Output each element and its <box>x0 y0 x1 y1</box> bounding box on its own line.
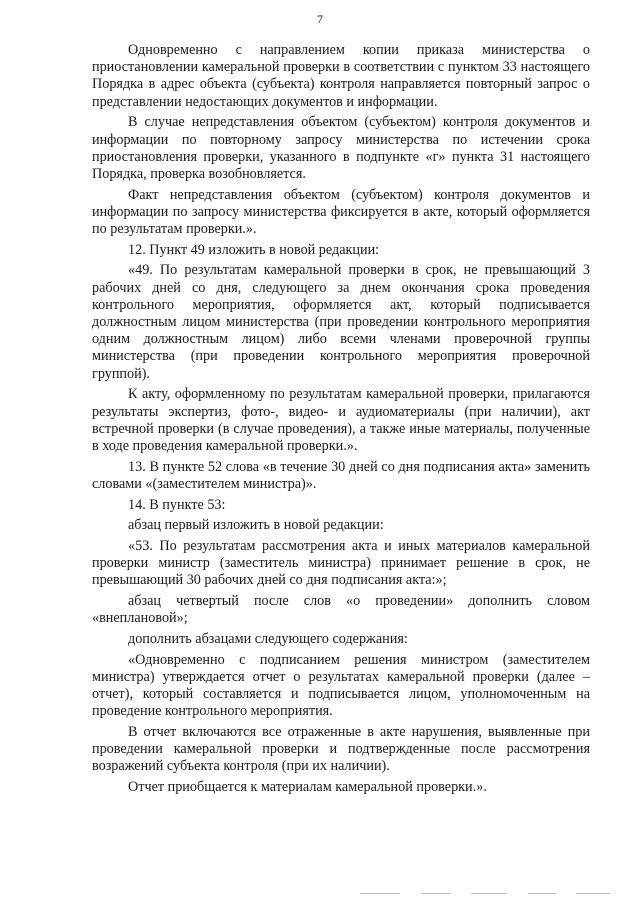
paragraph-3: Факт непредставления объектом (субъектом) контроля документов и информации по запросу министерства фиксируется в акте, который оформляется по результатам проверки.». <box>92 186 590 238</box>
paragraph-4: 12. Пункт 49 изложить в новой редакции: <box>128 241 380 258</box>
scan-mark <box>471 893 507 894</box>
paragraph-7: 13. В пункте 52 слова «в течение 30 дней со дня подписания акта» заменить словами «(заместителем министра)». <box>92 458 590 492</box>
scan-mark <box>576 893 610 894</box>
document-body <box>92 42 590 800</box>
paragraph-6: К акту, оформленному по результатам камеральной проверки, прилагаются результаты экспертиз, фото-, видео- и аудиоматериалы (при наличии), акт встречной проверки (в случае проведения), а также иные материалы, полученные в ходе проведения камеральной проверки.». <box>92 386 590 454</box>
paragraph-9: абзац первый изложить в новой редакции: <box>128 517 384 534</box>
paragraph-5: «49. По результатам камеральной проверки в срок, не превышающий 3 рабочих дней со дня, следующего за днем окончания срока проведения контрольного мероприятия, оформляется акт, который подписывается должностным лицом министерства (при проведении контрольного мероприятия одним должностным лицом) либо всеми членами проверочной группы министерства (при проведении контрольного мероприятия проверочной группой). <box>92 262 590 382</box>
paragraph-1: Одновременно с направлением копии приказа министерства о приостановлении камеральной проверки в соответствии с пунктом 33 настоящего Порядка в адрес объекта (субъекта) контроля направляется повторный запрос о представлении недостающих документов и информации. <box>92 42 590 110</box>
page-number: 7 <box>317 12 323 26</box>
paragraph-10: «53. По результатам рассмотрения акта и иных материалов камеральной проверки министр (заместитель министра) принимает решение в срок, не превышающий 30 рабочих дней со дня подписания акта:»; <box>92 537 590 589</box>
paragraph-2: В случае непредставления объектом (субъектом) контроля документов и информации по повторному запросу министерства по истечении срока приостановления проверки, указанного в подпункте «г» пункта 31 настоящего Порядка, проверка возобновляется. <box>92 114 590 182</box>
scan-mark <box>421 893 451 894</box>
scan-mark <box>528 893 556 894</box>
footer-scan-marks <box>360 893 610 897</box>
scan-mark <box>360 893 400 894</box>
paragraph-15: Отчет приобщается к материалам камеральной проверки.». <box>128 779 487 796</box>
paragraph-13: «Одновременно с подписанием решения министром (заместителем министра) утверждается отчет о результатах камеральной проверки (далее – отчет), который составляется и подписывается лицом, уполномоченным на проведение контрольного мероприятия. <box>92 651 590 720</box>
paragraph-11: абзац четвертый после слов «о проведении» дополнить словом «внеплановой»; <box>92 593 590 627</box>
paragraph-8: 14. В пункте 53: <box>128 496 226 513</box>
paragraph-12: дополнить абзацами следующего содержания: <box>128 631 408 647</box>
paragraph-14: В отчет включаются все отраженные в акте нарушения, выявленные при проведении камеральной проверки и подтвержденные после рассмотрения возражений субъекта контроля (при их наличии). <box>92 724 590 775</box>
